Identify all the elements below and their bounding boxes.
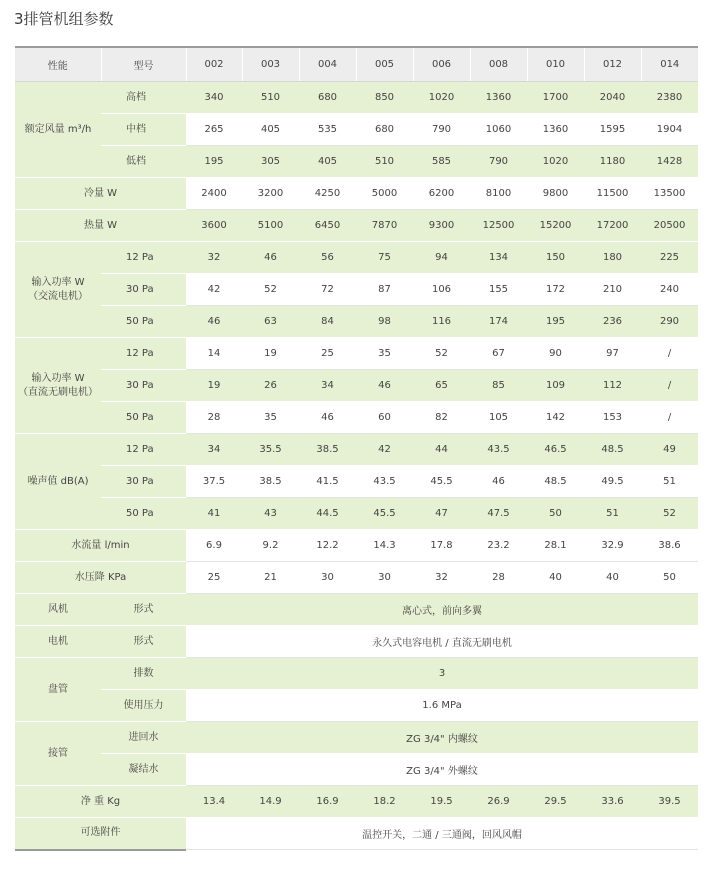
motor-label: 电机 xyxy=(15,626,101,658)
cell: 290 xyxy=(641,306,698,338)
cell: 14.3 xyxy=(356,530,413,562)
cell: 75 xyxy=(356,242,413,274)
cell: / xyxy=(641,370,698,402)
cell: 85 xyxy=(470,370,527,402)
cell: 14 xyxy=(186,338,242,370)
motor-row xyxy=(15,626,698,658)
cell: 13.4 xyxy=(186,786,242,818)
cell: 790 xyxy=(470,146,527,178)
cell: 8100 xyxy=(470,178,527,210)
motor-value: 永久式电容电机 / 直流无刷电机 xyxy=(186,626,698,658)
cell: 47.5 xyxy=(470,498,527,530)
accessories-value: 温控开关，二通 / 三通阀，回风风帽 xyxy=(186,818,698,850)
cell: 195 xyxy=(186,146,242,178)
accessories-row xyxy=(15,818,698,850)
fan-label: 风机 xyxy=(15,594,101,626)
cell: 52 xyxy=(413,338,470,370)
cell: 35.5 xyxy=(242,434,299,466)
cell: 12.2 xyxy=(299,530,356,562)
cell: 2040 xyxy=(584,82,641,114)
power-ac-row xyxy=(15,306,698,338)
cell: 6450 xyxy=(299,210,356,242)
model-col: 004 xyxy=(299,47,356,82)
cell: 43.5 xyxy=(470,434,527,466)
cell: 17200 xyxy=(584,210,641,242)
cell: 49.5 xyxy=(584,466,641,498)
power-ac-row xyxy=(15,274,698,306)
pressure-sub: 30 Pa xyxy=(101,274,186,306)
cell: 63 xyxy=(242,306,299,338)
cell: 51 xyxy=(641,466,698,498)
cell: 3600 xyxy=(186,210,242,242)
cell: 25 xyxy=(186,562,242,594)
weight-row xyxy=(15,786,698,818)
cell: 30 xyxy=(299,562,356,594)
cell: 18.2 xyxy=(356,786,413,818)
noise-row xyxy=(15,498,698,530)
cell: 82 xyxy=(413,402,470,434)
cell: 39.5 xyxy=(641,786,698,818)
cell: 5000 xyxy=(356,178,413,210)
cell: 13500 xyxy=(641,178,698,210)
cell: 155 xyxy=(470,274,527,306)
cooling-label: 冷量 W xyxy=(15,178,186,210)
cell: 9800 xyxy=(527,178,584,210)
cell: / xyxy=(641,402,698,434)
accessories-label: 可选附件 xyxy=(15,818,186,850)
cell: 19 xyxy=(186,370,242,402)
cell: 195 xyxy=(527,306,584,338)
pressure-sub: 30 Pa xyxy=(101,466,186,498)
airflow-row-high xyxy=(15,82,698,114)
cell: 45.5 xyxy=(413,466,470,498)
power-ac-row xyxy=(15,242,698,274)
cell: 30 xyxy=(356,562,413,594)
cell: 265 xyxy=(186,114,242,146)
cell: 90 xyxy=(527,338,584,370)
cell: 33.6 xyxy=(584,786,641,818)
cell: 240 xyxy=(641,274,698,306)
heating-row xyxy=(15,210,698,242)
power-dc-label xyxy=(15,338,101,434)
cell: 106 xyxy=(413,274,470,306)
cell: 46 xyxy=(356,370,413,402)
cell: 43.5 xyxy=(356,466,413,498)
airflow-row-low xyxy=(15,146,698,178)
cell: 38.5 xyxy=(242,466,299,498)
cell: 12500 xyxy=(470,210,527,242)
cell: 67 xyxy=(470,338,527,370)
cell: 84 xyxy=(299,306,356,338)
fan-value: 离心式，前向多翼 xyxy=(186,594,698,626)
airflow-sub: 中档 xyxy=(101,114,186,146)
cell: 28 xyxy=(470,562,527,594)
cell: 16.9 xyxy=(299,786,356,818)
motor-sub: 形式 xyxy=(101,626,186,658)
header-performance: 性能 xyxy=(15,47,101,82)
cell: 48.5 xyxy=(527,466,584,498)
cell: 1428 xyxy=(641,146,698,178)
cell: 23.2 xyxy=(470,530,527,562)
power-ac-label xyxy=(15,242,101,338)
cell: 405 xyxy=(299,146,356,178)
cell: 1904 xyxy=(641,114,698,146)
cell: 20500 xyxy=(641,210,698,242)
cell: 510 xyxy=(356,146,413,178)
cell: 35 xyxy=(242,402,299,434)
cell: 21 xyxy=(242,562,299,594)
cell: 98 xyxy=(356,306,413,338)
heating-label: 热量 W xyxy=(15,210,186,242)
cell: 44.5 xyxy=(299,498,356,530)
cell: 1360 xyxy=(470,82,527,114)
cell: 51 xyxy=(584,498,641,530)
cell: 42 xyxy=(186,274,242,306)
cell: 25 xyxy=(299,338,356,370)
cooling-row xyxy=(15,178,698,210)
pipe-inlet-value: ZG 3/4" 内螺纹 xyxy=(186,722,698,754)
cell: 1180 xyxy=(584,146,641,178)
pipe-label: 接管 xyxy=(15,722,101,786)
cell: 38.6 xyxy=(641,530,698,562)
cell: 510 xyxy=(242,82,299,114)
water-flow-row xyxy=(15,530,698,562)
cell: 6.9 xyxy=(186,530,242,562)
pressure-sub: 50 Pa xyxy=(101,402,186,434)
cell: 172 xyxy=(527,274,584,306)
cell: 49 xyxy=(641,434,698,466)
cell: 97 xyxy=(584,338,641,370)
cell: 340 xyxy=(186,82,242,114)
cell: 50 xyxy=(527,498,584,530)
coil-label: 盘管 xyxy=(15,658,101,722)
cell: 40 xyxy=(584,562,641,594)
pressure-sub: 50 Pa xyxy=(101,498,186,530)
header-row xyxy=(15,47,698,82)
power-dc-row xyxy=(15,338,698,370)
cell: 680 xyxy=(356,114,413,146)
airflow-sub: 高档 xyxy=(101,82,186,114)
cell: 52 xyxy=(641,498,698,530)
model-col: 010 xyxy=(527,47,584,82)
power-dc-row xyxy=(15,370,698,402)
cell: 87 xyxy=(356,274,413,306)
cell: 50 xyxy=(641,562,698,594)
cell: 305 xyxy=(242,146,299,178)
cell: 26 xyxy=(242,370,299,402)
water-flow-label: 水流量 l/min xyxy=(15,530,186,562)
cell: 14.9 xyxy=(242,786,299,818)
coil-sub: 排数 xyxy=(101,658,186,690)
pipe-sub: 进回水 xyxy=(101,722,186,754)
weight-label: 净 重 Kg xyxy=(15,786,186,818)
cell: 150 xyxy=(527,242,584,274)
pipe-row xyxy=(15,722,698,754)
cell: 2400 xyxy=(186,178,242,210)
cell: 7870 xyxy=(356,210,413,242)
cell: 40 xyxy=(527,562,584,594)
cell: 56 xyxy=(299,242,356,274)
cell: 52 xyxy=(242,274,299,306)
noise-row xyxy=(15,434,698,466)
cell: 26.9 xyxy=(470,786,527,818)
fan-sub: 形式 xyxy=(101,594,186,626)
cell: 1020 xyxy=(527,146,584,178)
cell: 116 xyxy=(413,306,470,338)
spec-table xyxy=(15,46,698,851)
cell: 60 xyxy=(356,402,413,434)
cell: 44 xyxy=(413,434,470,466)
cell: 4250 xyxy=(299,178,356,210)
airflow-label: 额定风量 m³/h xyxy=(15,82,101,178)
power-dc-row xyxy=(15,402,698,434)
cell: 46 xyxy=(242,242,299,274)
cell: 41 xyxy=(186,498,242,530)
coil-sub: 使用压力 xyxy=(101,690,186,722)
cell: 236 xyxy=(584,306,641,338)
cell: 11500 xyxy=(584,178,641,210)
model-col: 012 xyxy=(584,47,641,82)
cell: 38.5 xyxy=(299,434,356,466)
cell: 42 xyxy=(356,434,413,466)
cell: 585 xyxy=(413,146,470,178)
cell: 65 xyxy=(413,370,470,402)
cell: 46 xyxy=(186,306,242,338)
model-col: 014 xyxy=(641,47,698,82)
airflow-row-mid xyxy=(15,114,698,146)
cell: 32 xyxy=(413,562,470,594)
power-dc-label-line1: 输入功率 W xyxy=(31,372,85,384)
water-pressure-label: 水压降 KPa xyxy=(15,562,186,594)
noise-label: 噪声值 dB(A) xyxy=(15,434,101,530)
cell: 105 xyxy=(470,402,527,434)
header-model: 型号 xyxy=(101,47,186,82)
cell: 5100 xyxy=(242,210,299,242)
coil-row xyxy=(15,658,698,690)
cell: 1060 xyxy=(470,114,527,146)
cell: 15200 xyxy=(527,210,584,242)
cell: 34 xyxy=(299,370,356,402)
cell: 46 xyxy=(299,402,356,434)
pressure-sub: 12 Pa xyxy=(101,242,186,274)
pressure-sub: 50 Pa xyxy=(101,306,186,338)
cell: 29.5 xyxy=(527,786,584,818)
cell: 47 xyxy=(413,498,470,530)
model-col: 003 xyxy=(242,47,299,82)
cell: 790 xyxy=(413,114,470,146)
cell: 225 xyxy=(641,242,698,274)
cell: 850 xyxy=(356,82,413,114)
cell: 535 xyxy=(299,114,356,146)
fan-row xyxy=(15,594,698,626)
cell: 142 xyxy=(527,402,584,434)
model-col: 008 xyxy=(470,47,527,82)
pipe-row xyxy=(15,754,698,786)
coil-pressure-value: 1.6 MPa xyxy=(186,690,698,722)
model-col: 006 xyxy=(413,47,470,82)
cell: 46.5 xyxy=(527,434,584,466)
coil-rows-value: 3 xyxy=(186,658,698,690)
cell: / xyxy=(641,338,698,370)
pressure-sub: 12 Pa xyxy=(101,338,186,370)
cell: 112 xyxy=(584,370,641,402)
cell: 3200 xyxy=(242,178,299,210)
cell: 1595 xyxy=(584,114,641,146)
pressure-sub: 30 Pa xyxy=(101,370,186,402)
cell: 180 xyxy=(584,242,641,274)
cell: 46 xyxy=(470,466,527,498)
cell: 109 xyxy=(527,370,584,402)
pipe-sub: 凝结水 xyxy=(101,754,186,786)
cell: 45.5 xyxy=(356,498,413,530)
airflow-sub: 低档 xyxy=(101,146,186,178)
cell: 153 xyxy=(584,402,641,434)
cell: 28.1 xyxy=(527,530,584,562)
cell: 1700 xyxy=(527,82,584,114)
cell: 32 xyxy=(186,242,242,274)
cell: 35 xyxy=(356,338,413,370)
cell: 32.9 xyxy=(584,530,641,562)
cell: 405 xyxy=(242,114,299,146)
cell: 34 xyxy=(186,434,242,466)
power-ac-label-line1: 输入功率 W xyxy=(31,276,85,288)
pressure-sub: 12 Pa xyxy=(101,434,186,466)
cell: 17.8 xyxy=(413,530,470,562)
power-ac-label-line2: （交流电机） xyxy=(28,290,88,302)
cell: 6200 xyxy=(413,178,470,210)
noise-row xyxy=(15,466,698,498)
cell: 19.5 xyxy=(413,786,470,818)
cell: 94 xyxy=(413,242,470,274)
cell: 41.5 xyxy=(299,466,356,498)
cell: 43 xyxy=(242,498,299,530)
power-dc-label-line2: （直流无刷电机） xyxy=(18,386,98,398)
cell: 9.2 xyxy=(242,530,299,562)
cell: 134 xyxy=(470,242,527,274)
cell: 37.5 xyxy=(186,466,242,498)
cell: 1020 xyxy=(413,82,470,114)
cell: 72 xyxy=(299,274,356,306)
coil-row xyxy=(15,690,698,722)
water-pressure-row xyxy=(15,562,698,594)
pipe-condensate-value: ZG 3/4" 外螺纹 xyxy=(186,754,698,786)
cell: 174 xyxy=(470,306,527,338)
cell: 1360 xyxy=(527,114,584,146)
cell: 19 xyxy=(242,338,299,370)
cell: 210 xyxy=(584,274,641,306)
cell: 680 xyxy=(299,82,356,114)
cell: 28 xyxy=(186,402,242,434)
page-title: 3排管机组参数 xyxy=(14,10,114,28)
model-col: 005 xyxy=(356,47,413,82)
cell: 48.5 xyxy=(584,434,641,466)
cell: 2380 xyxy=(641,82,698,114)
cell: 9300 xyxy=(413,210,470,242)
model-col: 002 xyxy=(186,47,242,82)
